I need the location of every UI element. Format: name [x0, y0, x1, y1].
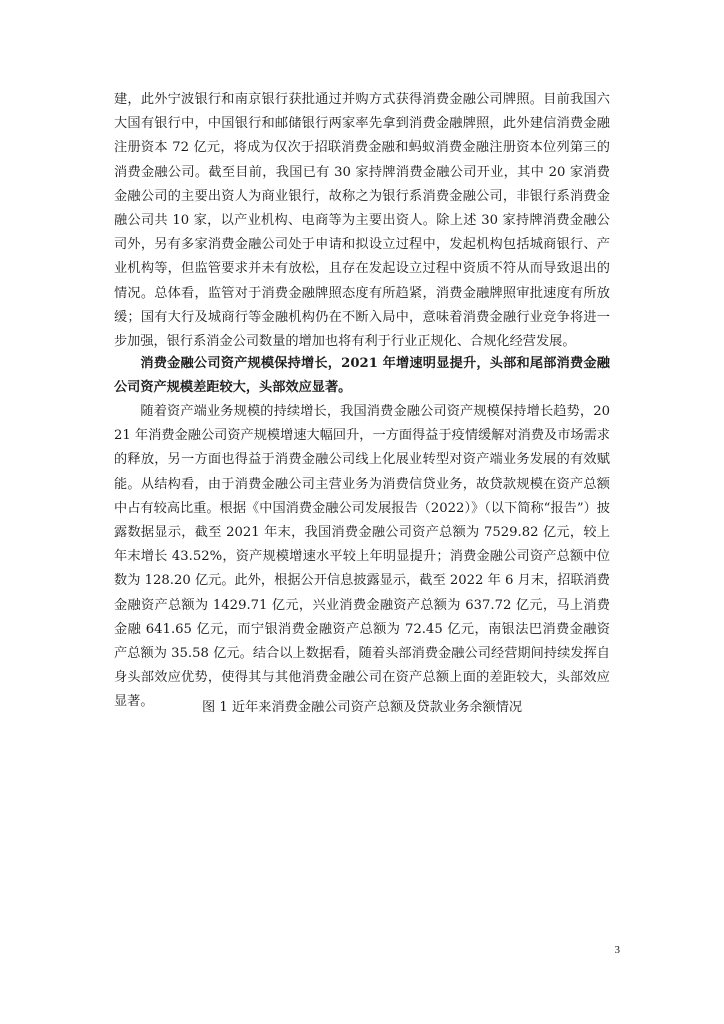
figure-caption: 图 1 近年来消费金融公司资产总额及贷款业务余额情况 [201, 700, 523, 715]
section-heading-block [114, 352, 610, 400]
body-paragraph-continued: 建，此外宁波银行和南京银行获批通过并购方式获得消费金融公司牌照。目前我国六大国有银行中，中国银行和邮储银行两家率先拿到消费金融牌照，此外建信消费金融注册资本 72 亿元，将成为仅次于招联消费金融和蚂蚁消费金融注册资本位列第三的消费金融公司。截至目前，我国已有 30 家持牌消费金融公司开业，其中 20 家消费金融公司的主要出资人为商业银行，故称之为银行系消费金融公司，非银行系消费金融公司共 10 家，以产业机构、电商等为主要出资人。除上述 30 家持牌消费金融公司外，另有多家消费金融公司处于申请和拟设立过程中，发起机构包括城商银行、产业机构等，但监管要求并未有放松，且存在发起设立过程中资质不符从而导致退出的情况。总体看，监管对于消费金融牌照态度有所趋紧，消费金融牌照审批速度有所放缓；国有大行及城商行等金融机构仍在不断入局中，意味着消费金融行业竞争将进一步加强，银行系消金公司数量的增加也将有利于行业正规化、合规化经营发展。 [114, 92, 610, 350]
body-text-block-2 [114, 400, 610, 715]
body-paragraph-asset-scale: 随着资产端业务规模的持续增长，我国消费金融公司资产规模保持增长趋势，2021 年消费金融公司资产规模增速大幅回升，一方面得益于疫情缓解对消费及市场需求的释放，另一方面也得益于消费金融公司线上化展业转型对资产端业务发展的有效赋能。从结构看，由于消费金融公司主营业务为消费信贷业务，故贷款规模在资产总额中占有较高比重。根据《中国消费金融公司发展报告（2022）》（以下简称“报告”）披露数据显示，截至 2021 年末，我国消费金融公司资产总额为 7529.82 亿元，较上年末增长 43.52%，资产规模增速水平较上年明显提升；消费金融公司资产总额中位数为 128.20 亿元。此外，根据公开信息披露显示，截至 2022 年 6 月末，招联消费金融资产总额为 1429.71 亿元，兴业消费金融资产总额为 637.72 亿元，马上消费金融 641.65 亿元，而宁银消费金融资产总额为 72.45 亿元，南银法巴消费金融资产总额为 35.58 亿元。结合以上数据看，随着头部消费金融公司经营期间持续发挥自身头部效应优势，使得其与其他消费金融公司在资产总额上面的差距较大，头部效应显著。 [114, 404, 610, 710]
body-text-block [114, 88, 610, 354]
page-number: 3 [614, 944, 620, 956]
bold-heading-paragraph: 消费金融公司资产规模保持增长，2021 年增速明显提升，头部和尾部消费金融公司资产规模差距较大，头部效应显著。 [114, 356, 610, 396]
